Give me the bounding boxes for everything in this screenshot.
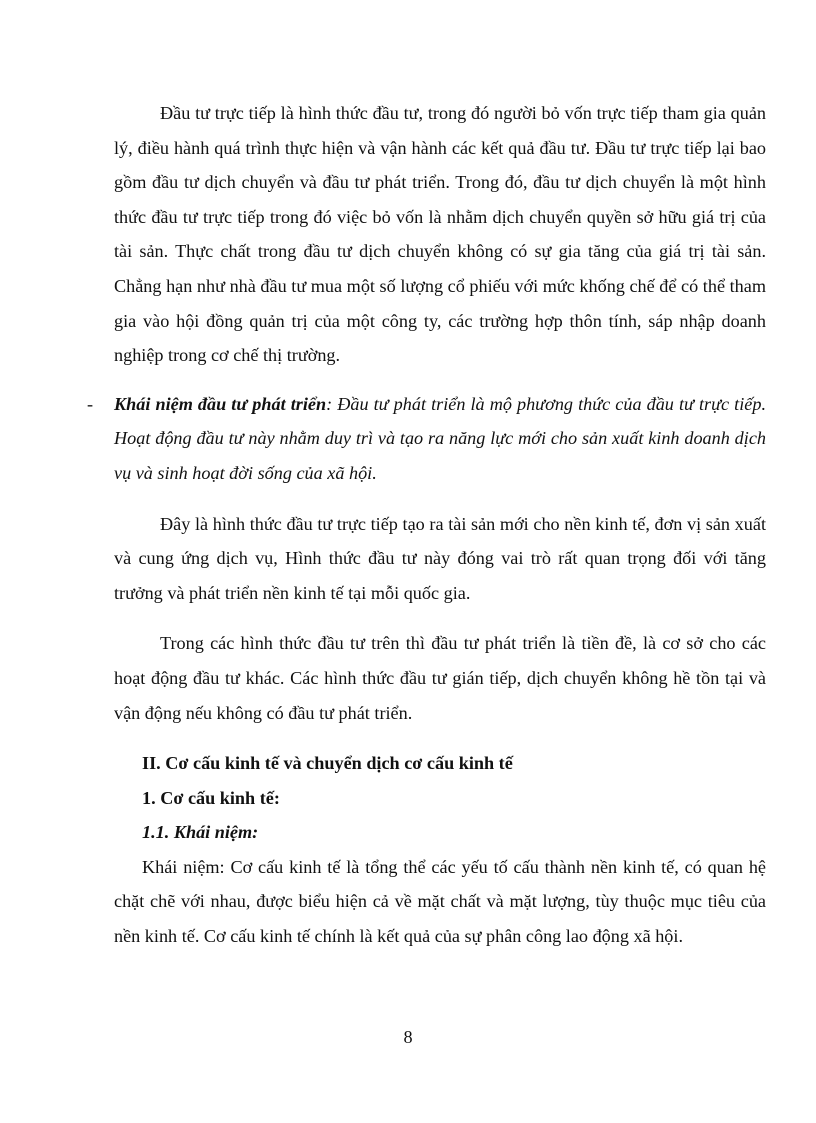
paragraph-economic-structure: Khái niệm: Cơ cấu kinh tế là tổng thể các yếu tố cấu thành nền kinh tế, có quan hệ chặt chẽ với nhau, được biểu hiện cả về mặt chất và mặt lượng, tùy thuộc mục tiêu của nền kinh tế. Cơ cấu kinh tế chính là kết quả của sự phân công lao động xã hội. [114, 856, 766, 947]
section-heading-ii: II. Cơ cấu kinh tế và chuyển dịch cơ cấu kinh tế [142, 753, 513, 774]
bullet-separator: : [326, 393, 333, 414]
bullet-definition: Đầu tư phát triển là mộ phương thức của đầu tư trực tiếp. Hoạt động đầu tư này nhằm duy trì và tạo ra năng lực mới cho sản xuất kinh doanh dịch vụ và sinh hoạt đời sống của xã hội. [114, 393, 767, 483]
subsection-heading-1: 1. Cơ cấu kinh tế: [142, 787, 280, 808]
paragraph-direct-investment: Đầu tư trực tiếp là hình thức đầu tư, trong đó người bỏ vốn trực tiếp tham gia quản lý, điều hành quá trình thực hiện và vận hành các kết quả đầu tư. Đầu tư trực tiếp lại bao gồm đầu tư dịch chuyển và đầu tư phát triển. Trong đó, đầu tư dịch chuyển là một hình thức đầu tư trực tiếp trong đó việc bỏ vốn là nhằm dịch chuyển quyền sở hữu giá trị của tài sản. Thực chất trong đầu tư dịch chuyển không có sự gia tăng của giá trị tài sản. Chẳng hạn như nhà đầu tư mua một số lượng cổ phiếu với mức khống chế để có thể tham gia vào hội đồng quản trị của một công ty, các trường hợp thôn tính, sáp nhập doanh nghiệp trong cơ chế thị trường. [114, 103, 766, 366]
bullet-term: Khái niệm đầu tư phát triển [114, 393, 327, 414]
paragraph-new-assets: Đây là hình thức đầu tư trực tiếp tạo ra tài sản mới cho nền kinh tế, đơn vị sản xuất và cung ứng dịch vụ, Hình thức đầu tư này đóng vai trò rất quan trọng đối với tăng trưởng và phát triển nền kinh tế tại mỗi quốc gia. [114, 513, 766, 603]
bullet-dash: - [87, 393, 94, 414]
page-body [87, 96, 767, 954]
subsection-heading-1-1: 1.1. Khái niệm: [142, 822, 259, 843]
paragraph-premise: Trong các hình thức đầu tư trên thì đầu tư phát triển là tiền đề, là cơ sở cho các hoạt động đầu tư khác. Các hình thức đầu tư gián tiếp, dịch chuyển không hề tồn tại và vận động nếu không có đầu tư phát triển. [114, 633, 766, 723]
bullet-development-investment [87, 387, 767, 491]
page-number: 8 [403, 1027, 413, 1047]
bullet-text [114, 387, 766, 491]
